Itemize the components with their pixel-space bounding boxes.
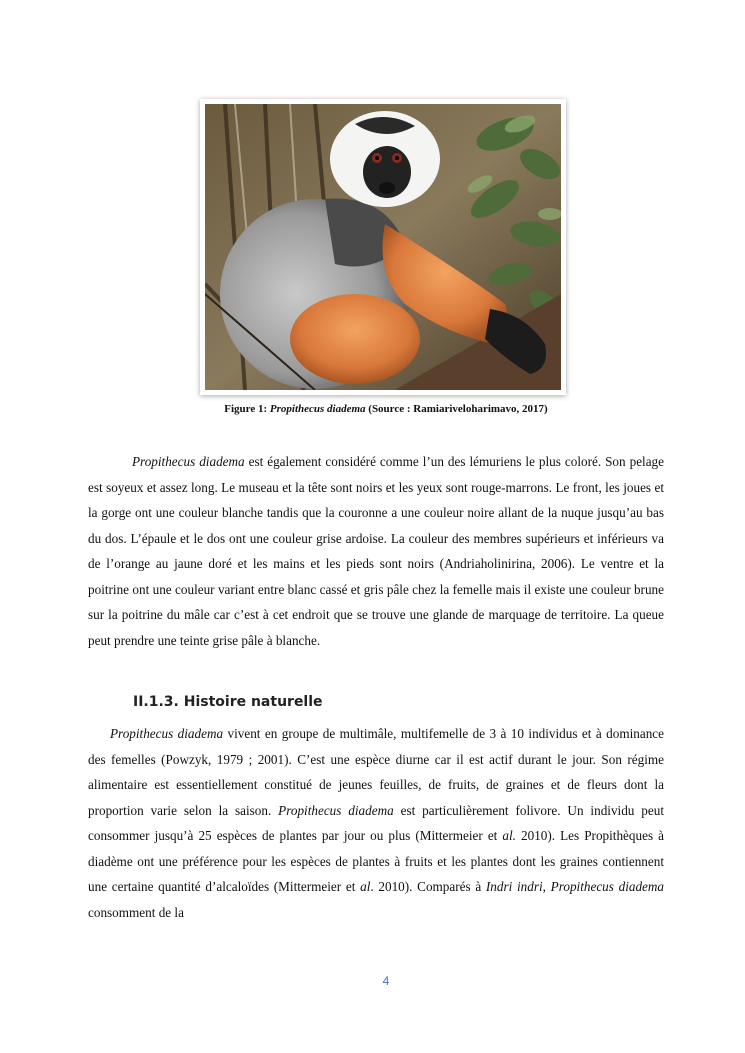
paragraph-natural-history	[88, 721, 664, 925]
lemur-photo	[205, 104, 561, 390]
paragraph-text: ,	[542, 879, 551, 894]
caption-species: Propithecus diadema	[269, 403, 366, 415]
species-name: Indri indri	[485, 879, 543, 894]
paragraph-text: est particulièrement folivore. Un individu peut consommer jusqu’à 25 espèces de plantes par jour ou plus (Mittermeier et	[88, 802, 664, 843]
paragraph-text: 2010). Les Propithèques à diadème ont une préférence pour les espèces de plantes à fruits et les plantes dont les graines contiennent une certaine quantité d’alcaloïdes (Mittermeier et	[88, 828, 664, 894]
species-name: Propithecus diadema	[278, 802, 394, 818]
paragraph-text: consomment de la	[88, 904, 184, 920]
caption-source: (Source : Ramiariveloharimavo, 2017)	[365, 403, 548, 415]
citation-al: al.	[502, 828, 516, 843]
species-name: Propithecus diadema	[110, 726, 224, 741]
species-name: Propithecus diadema	[550, 879, 665, 894]
paragraph-text: . 2010). Comparés à	[370, 879, 486, 894]
species-name: Propithecus diadema	[132, 454, 245, 469]
paragraph-description	[88, 449, 664, 653]
paragraph-text: est également considéré comme l’un des lémuriens le plus coloré. Son pelage est soyeux et assez long. Le museau et la tête sont noirs et les yeux sont rouge-marrons. Le front, les joues et la gorge ont une couleur blanche tandis que la couronne a une couleur noire allant de la nuque jusqu’au bas du dos. L’épaule et le dos ont une couleur grise ardoise. La couleur des membres supérieurs et inférieurs va de l’orange au jaune doré et les mains et les pieds sont noirs (Andriaholinirina, 2006). Le ventre et la poitrine ont une couleur variant entre blanc cassé et gris pâle chez la femelle mais il existe une couleur brune sur la poitrine du mâle car c’est à cet endroit que se trouve une glande de marquage de territoire. La queue peut prendre une teinte grise pâle à blanche.	[88, 454, 665, 648]
paragraph-text: vivent en groupe de multimâle, multifemelle de 3 à 10 individus et à dominance des femelles (Powzyk, 1979 ; 2001). C’est une espèce diurne car il est actif durant le jour. Son régime alimentaire est essentiellement constitué de jeunes feuilles, de fruits, de graines et de fleurs dont la proportion varie selon la saison.	[88, 726, 664, 818]
citation-al: al	[360, 879, 371, 894]
caption-prefix: Figure 1:	[224, 403, 270, 415]
figure-frame	[200, 99, 566, 395]
section-heading: II.1.3. Histoire naturelle	[133, 694, 323, 710]
page-number: 4	[382, 974, 390, 988]
figure-caption	[0, 403, 745, 415]
